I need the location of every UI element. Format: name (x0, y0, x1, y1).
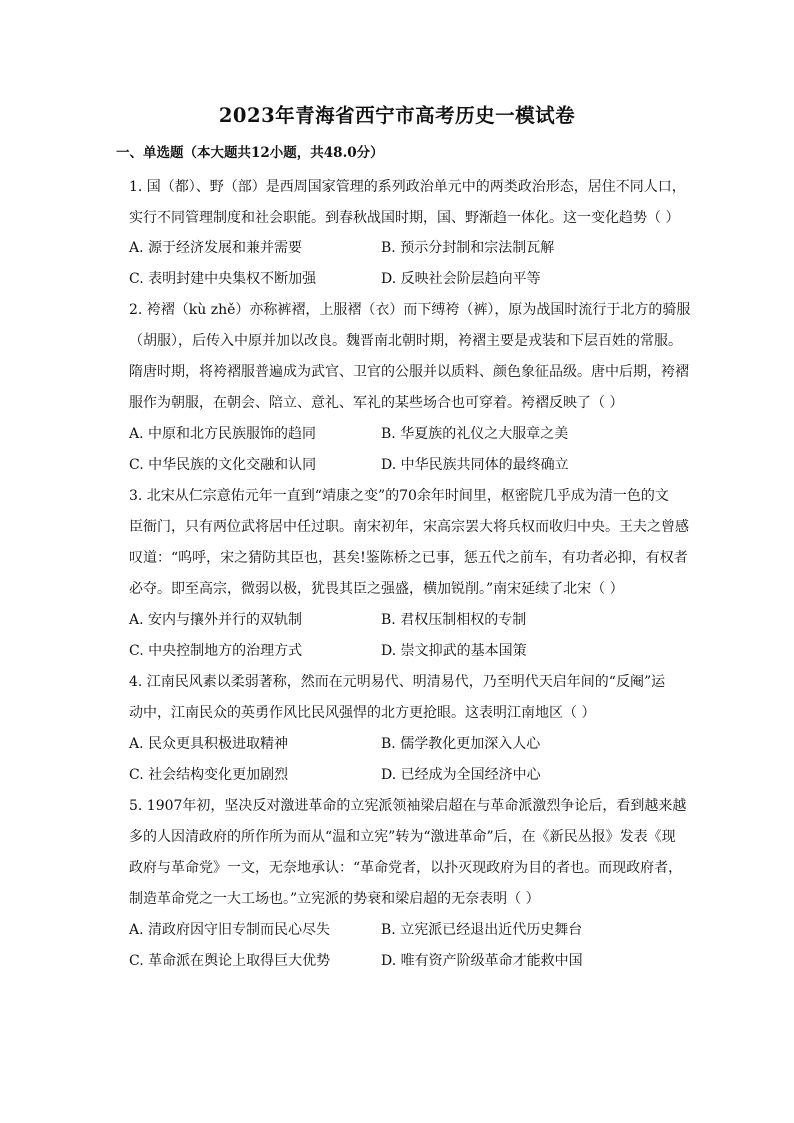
question-2-line-1: 2. 袴褶（kù zhě）亦称裤褶，上服褶（衣）而下缚袴（裤），原为战国时流行于北方的骑服 (129, 302, 691, 318)
question-2-option-c: C. 中华民族的文化交融和认同 (129, 457, 317, 473)
question-1-option-d: D. 反映社会阶层趋向平等 (381, 271, 541, 287)
question-2-option-b: B. 华夏族的礼仪之大服章之美 (381, 426, 569, 442)
question-5-line-1: 5. 1907年初，坚决反对激进革命的立宪派领袖梁启超在与革命派激烈争论后，看到越来越 (129, 798, 687, 814)
question-5-line-3: 政府与革命党》一文，无奈地承认：“革命党者，以扑灭现政府为目的者也。而现政府者， (129, 860, 683, 876)
question-3-line-4: 必夺。即至高宗，微弱以极，犹畏其臣之强盛，横加锐削。”南宋延续了北宋（ ） (129, 581, 624, 597)
question-5-line-2: 多的人因清政府的所作所为而从“温和立宪”转为“激进革命”后，在《新民丛报》发表《现 (129, 829, 676, 845)
question-5-option-b: B. 立宪派已经退出近代历史舞台 (381, 922, 583, 938)
question-4-line-2: 动中，江南民众的英勇作风比民风强悍的北方更抢眼。这表明江南地区（ ） (129, 705, 596, 721)
question-3-line-3: 叹道：“呜呼，宋之猜防其臣也，甚矣!鉴陈桥之已事，惩五代之前车，有功者必抑，有权者 (129, 550, 688, 566)
question-2-option-d: D. 中华民族共同体的最终确立 (381, 457, 569, 473)
question-3-line-1: 3. 北宋从仁宗意佑元年一直到“靖康之变”的70余年时间里，枢密院几乎成为清一色的文 (129, 488, 669, 504)
question-5-option-a: A. 清政府因守旧专制而民心尽失 (129, 922, 331, 938)
question-3-option-c: C. 中央控制地方的治理方式 (129, 643, 303, 659)
question-5-option-d: D. 唯有资产阶级革命才能救中国 (381, 953, 583, 969)
question-2-line-2: （胡服），后传入中原并加以改良。魏晋南北朝时期，袴褶主要是戎装和下层百姓的常服。 (129, 333, 682, 349)
question-3-line-2: 臣衙门，只有两位武将居中任过职。南宋初年，宋高宗罢大将兵权而收归中央。王夫之曾感 (129, 519, 689, 535)
question-4-option-c: C. 社会结构变化更加剧烈 (129, 767, 289, 783)
question-1-option-b: B. 预示分封制和宗法制瓦解 (381, 240, 555, 256)
question-5-line-4: 制造革命党之一大工场也。”立宪派的势衰和梁启超的无奈表明（ ） (129, 891, 540, 907)
question-3-option-d: D. 崇文抑武的基本国策 (381, 643, 527, 659)
page-title: 2023年青海省西宁市高考历史一模试卷 (218, 104, 576, 127)
question-2-option-a: A. 中原和北方民族服饰的趋同 (129, 426, 317, 442)
question-1-option-a: A. 源于经济发展和兼并需要 (129, 240, 303, 256)
question-1-option-c: C. 表明封建中央集权不断加强 (129, 271, 317, 287)
question-3-option-a: A. 安内与攘外并行的双轨制 (129, 612, 303, 628)
question-1-line-1: 1. 国（都）、野（部）是西周国家管理的系列政治单元中的两类政治形态，居住不同人口， (129, 179, 686, 195)
question-4-line-1: 4. 江南民风素以柔弱著称，然而在元明易代、明清易代，乃至明代天启年间的“反阉”运 (129, 674, 666, 690)
question-4-option-d: D. 已经成为全国经济中心 (381, 767, 541, 783)
question-3-option-b: B. 君权压制相权的专制 (381, 612, 527, 628)
question-2-line-4: 服作为朝服，在朝会、陪立、意礼、军礼的某些场合也可穿着。袴褶反映了（ ） (129, 395, 624, 411)
question-2-line-3: 隋唐时期，将袴褶服普遍成为武官、卫官的公服并以质料、颜色象征品级。唐中后期，袴褶 (129, 364, 689, 380)
section-heading: 一、单选题（本大题共12小题，共48.0分） (116, 145, 384, 161)
question-1-line-2: 实行不同管理制度和社会职能。到春秋战国时期，国、野渐趋一体化。这一变化趋势（ ） (129, 210, 680, 226)
question-4-option-a: A. 民众更具积极进取精神 (129, 736, 289, 752)
question-5-option-c: C. 革命派在舆论上取得巨大优势 (129, 953, 331, 969)
question-4-option-b: B. 儒学教化更加深入人心 (381, 736, 541, 752)
